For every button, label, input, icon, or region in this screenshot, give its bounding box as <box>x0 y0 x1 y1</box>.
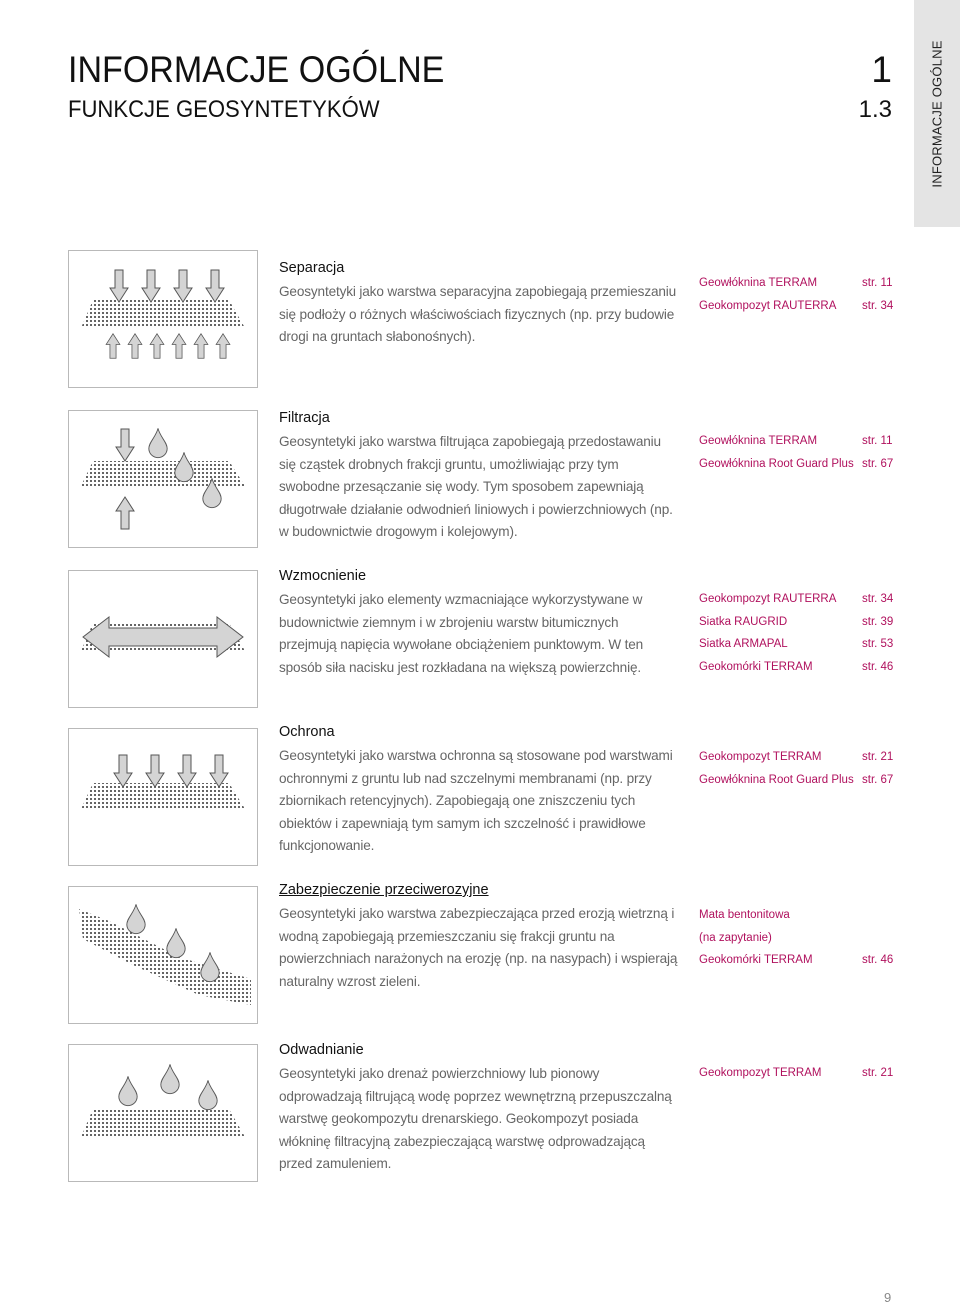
product-ref[interactable]: Geokompozyt RAUTERRA str. 34 <box>699 299 894 312</box>
product-ref[interactable]: Geokompozyt RAUTERRA str. 34 <box>699 593 894 605</box>
erosion-illustration <box>69 887 257 1023</box>
section-heading: Separacja <box>279 260 345 276</box>
section-body: Geosyntetyki jako elementy wzmacniające wykorzystywane w budownictwie ziemnym i w zbrojeniu warstw bitumicznych przejmują napięcia wywołane obciążeniem punktowym. W ten sposób siła nacisku jest rozkładana na większą powierzchnię. <box>279 592 644 675</box>
product-ref[interactable]: Geokomórki TERRAM str. 46 <box>699 660 894 673</box>
section-body: Geosyntetyki jako drenaż powierzchniowy lub pionowy odprowadzają filtrującą wodę poprzez wewnętrzną przepuszczalną warstwę geokompozytu drenarskiego. Geokompozyt posiada włókninę filtracyjną zabezpieczającą warstwę odprowadzającą przed zamuleniem. <box>279 1066 672 1171</box>
section-heading: Zabezpieczenie przeciwerozyjne <box>279 882 489 898</box>
product-ref[interactable]: Siatka RAUGRID str. 39 <box>699 615 894 628</box>
product-ref[interactable]: Geowłóknina TERRAM str. 11 <box>699 277 893 289</box>
product-ref[interactable]: Geowłóknina Root Guard Plus str. 67 <box>699 457 894 470</box>
product-refs <box>699 746 894 791</box>
erosion-figure <box>68 886 258 1024</box>
section-text <box>279 880 679 993</box>
protection-figure <box>68 728 258 866</box>
product-refs <box>699 904 894 972</box>
product-refs <box>699 430 894 475</box>
product-ref[interactable]: Geokompozyt TERRAM str. 21 <box>699 751 894 763</box>
section-body: Geosyntetyki jako warstwa separacyjna zapobiegają przemieszaniu się podłoży o różnych właściwościach fizycznych (np. przy budowie drogi na gruntach słabonośnych). <box>279 284 677 344</box>
reinforcement-figure <box>68 570 258 708</box>
drainage-figure <box>68 1044 258 1182</box>
side-tab[interactable] <box>914 0 960 227</box>
section-text <box>279 566 679 679</box>
section-body: Geosyntetyki jako warstwa zabezpieczająca przed erozją wietrzną i wodną zapobiegają przemieszczaniu się frakcji gruntu na powierzchniach narażonych na erozję (np. na nasypach) i wspierają naturalny wzrost zieleni. <box>279 906 678 989</box>
product-ref[interactable]: Mata bentonitowa <box>699 909 790 921</box>
product-ref[interactable]: Siatka ARMAPAL str. 53 <box>699 638 894 650</box>
section-body: Geosyntetyki jako warstwa ochronna są stosowane pod warstwami ochronnymi z gruntu lub nad szczelnymi membranami (np. przy zbiornikach retencyjnych). Zapobiegają one zniszczeniu tych obiektów i zapewniają tym samym ich szczelność i prawidłowe funkcjonowanie. <box>279 748 673 853</box>
chapter-number: 1 <box>871 49 892 90</box>
page-title: INFORMACJE OGÓLNE <box>68 49 445 90</box>
section-heading: Filtracja <box>279 410 330 426</box>
page-subtitle: FUNKCJE GEOSYNTETYKÓW <box>68 96 380 123</box>
section-text <box>279 408 679 544</box>
product-ref[interactable]: Geowłóknina Root Guard Plus str. 67 <box>699 773 894 786</box>
filtration-illustration <box>69 411 257 547</box>
protection-illustration <box>69 729 257 865</box>
section-text <box>279 258 679 349</box>
section-body: Geosyntetyki jako warstwa filtrująca zapobiegają przedostawaniu się cząstek drobnych frakcji gruntu, umożliwiając przy tym swobodne przesączanie się wody. Tym sposobem zapewniają długotrwałe działanie odwodnień liniowych i powierzchniowych (np. w budownictwie drogowym i kolejowym). <box>279 434 673 539</box>
section-number: 1.3 <box>858 96 892 123</box>
product-refs <box>699 272 894 317</box>
product-ref[interactable]: Geowłóknina TERRAM str. 11 <box>699 435 893 447</box>
side-tab-label: INFORMACJE OGÓLNE <box>929 39 945 188</box>
separation-figure <box>68 250 258 388</box>
filtration-figure <box>68 410 258 548</box>
product-refs <box>699 1062 894 1085</box>
section-heading: Ochrona <box>279 724 335 740</box>
product-ref[interactable]: (na zapytanie) <box>699 931 772 944</box>
section-heading: Wzmocnienie <box>279 568 367 584</box>
section-heading: Odwadnianie <box>279 1042 364 1058</box>
product-ref[interactable]: Geokomórki TERRAM str. 46 <box>699 954 894 966</box>
page-number: 9 <box>884 1290 892 1305</box>
separation-illustration <box>69 251 257 387</box>
drainage-illustration <box>69 1045 257 1181</box>
section-text <box>279 722 679 858</box>
product-refs <box>699 588 894 678</box>
reinforcement-illustration <box>69 571 257 707</box>
product-ref[interactable]: Geokompozyt TERRAM str. 21 <box>699 1067 894 1079</box>
section-text <box>279 1040 679 1176</box>
